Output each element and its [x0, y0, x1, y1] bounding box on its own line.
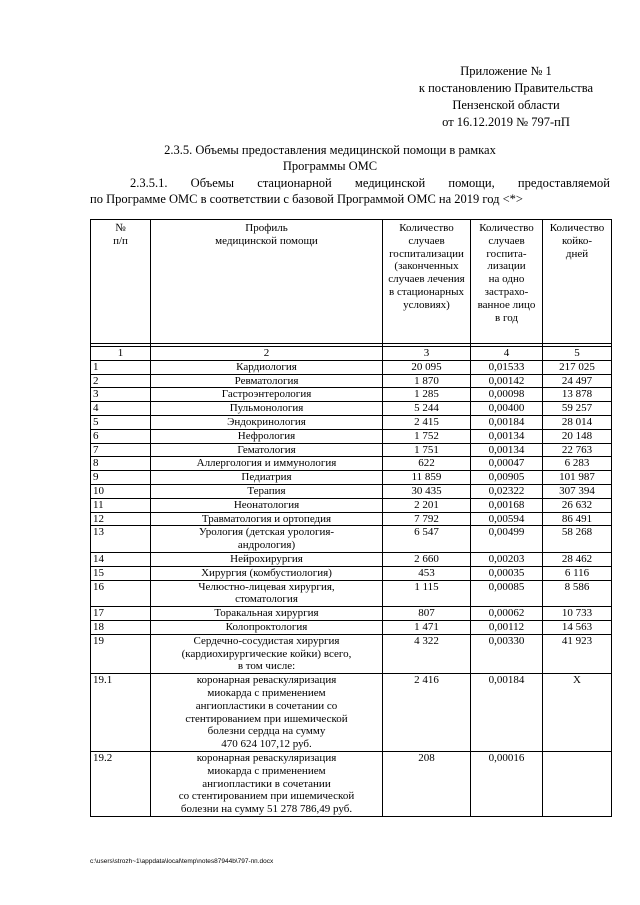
section-title-line1: 2.3.5. Объемы предоставления медицинской помощи в рамках: [164, 143, 496, 157]
row-bed-days: 28 014: [543, 415, 612, 429]
subsection-title-line2: по Программе ОМС в соответствии с базовой Программой ОМС на 2019 год <*>: [90, 192, 523, 206]
row-bed-days: Х: [543, 674, 612, 752]
row-cases: 1 752: [383, 429, 471, 443]
row-bed-days: 101 987: [543, 471, 612, 485]
appendix-header: [395, 63, 617, 131]
row-per-person: 0,00184: [471, 415, 543, 429]
row-number: 15: [91, 566, 151, 580]
row-cases: 30 435: [383, 484, 471, 498]
header-bed-days: Количество койко- дней: [543, 220, 612, 344]
row-per-person: 0,00400: [471, 402, 543, 416]
row-bed-days: 13 878: [543, 388, 612, 402]
row-bed-days: 59 257: [543, 402, 612, 416]
table-row: [91, 443, 612, 457]
row-cases: 1 471: [383, 620, 471, 634]
row-per-person: 0,00168: [471, 498, 543, 512]
row-per-person: 0,00098: [471, 388, 543, 402]
appendix-decree: к постановлению Правительства: [418, 81, 594, 95]
row-per-person: 0,00134: [471, 429, 543, 443]
row-bed-days: 86 491: [543, 512, 612, 526]
row-per-person: 0,00112: [471, 620, 543, 634]
row-cases: 807: [383, 607, 471, 621]
row-cases: 20 095: [383, 360, 471, 374]
row-bed-days: 28 462: [543, 552, 612, 566]
row-number: 13: [91, 526, 151, 553]
row-number: 8: [91, 457, 151, 471]
row-cases: 7 792: [383, 512, 471, 526]
row-profile: Нефрология: [151, 429, 383, 443]
row-bed-days: 24 497: [543, 374, 612, 388]
column-number: 2: [151, 347, 383, 361]
row-cases: 11 859: [383, 471, 471, 485]
appendix-date: от 16.12.2019 № 797-пП: [442, 115, 570, 129]
row-per-person: 0,00142: [471, 374, 543, 388]
section-title: [100, 142, 560, 174]
row-cases: 2 201: [383, 498, 471, 512]
row-bed-days: 41 923: [543, 634, 612, 673]
row-profile: Терапия: [151, 484, 383, 498]
row-profile: Травматология и ортопедия: [151, 512, 383, 526]
table-row: [91, 751, 612, 816]
row-per-person: 0,00184: [471, 674, 543, 752]
row-cases: 6 547: [383, 526, 471, 553]
row-bed-days: 307 394: [543, 484, 612, 498]
row-profile: Нейрохирургия: [151, 552, 383, 566]
row-cases: 5 244: [383, 402, 471, 416]
table-row: [91, 607, 612, 621]
table-row: [91, 498, 612, 512]
row-profile: Аллергология и иммунология: [151, 457, 383, 471]
row-profile: Гематология: [151, 443, 383, 457]
header-number: № п/п: [91, 220, 151, 344]
row-number: 5: [91, 415, 151, 429]
row-profile: Колопроктология: [151, 620, 383, 634]
table-row: [91, 526, 612, 553]
subsection-title: [90, 175, 610, 207]
row-number: 4: [91, 402, 151, 416]
table-row: [91, 512, 612, 526]
table-row: [91, 457, 612, 471]
row-profile: Торакальная хирургия: [151, 607, 383, 621]
row-profile: Неонатология: [151, 498, 383, 512]
row-per-person: 0,00330: [471, 634, 543, 673]
row-number: 16: [91, 580, 151, 607]
row-profile: Гастроэнтерология: [151, 388, 383, 402]
row-profile: Урология (детская урология- андрология): [151, 526, 383, 553]
row-bed-days: 217 025: [543, 360, 612, 374]
row-bed-days: 22 763: [543, 443, 612, 457]
row-per-person: 0,00499: [471, 526, 543, 553]
row-cases: 622: [383, 457, 471, 471]
row-profile: Хирургия (комбустиология): [151, 566, 383, 580]
row-number: 2: [91, 374, 151, 388]
table-row: [91, 484, 612, 498]
row-bed-days: 58 268: [543, 526, 612, 553]
row-cases: 1 115: [383, 580, 471, 607]
row-cases: 1 285: [383, 388, 471, 402]
column-number-row: [91, 347, 612, 361]
row-per-person: 0,01533: [471, 360, 543, 374]
inpatient-volume-table: [90, 219, 612, 817]
table-row: [91, 634, 612, 673]
row-per-person: 0,00047: [471, 457, 543, 471]
table-row: [91, 402, 612, 416]
table-row: [91, 415, 612, 429]
row-per-person: 0,00016: [471, 751, 543, 816]
table-row: [91, 374, 612, 388]
table-row: [91, 620, 612, 634]
table-row: [91, 674, 612, 752]
table-row: [91, 552, 612, 566]
row-bed-days: 8 586: [543, 580, 612, 607]
table-row: [91, 360, 612, 374]
row-per-person: 0,00035: [471, 566, 543, 580]
row-number: 3: [91, 388, 151, 402]
row-per-person: 0,00134: [471, 443, 543, 457]
row-number: 19.2: [91, 751, 151, 816]
row-number: 19.1: [91, 674, 151, 752]
row-number: 14: [91, 552, 151, 566]
row-number: 10: [91, 484, 151, 498]
row-per-person: 0,00062: [471, 607, 543, 621]
row-per-person: 0,00203: [471, 552, 543, 566]
column-number: 4: [471, 347, 543, 361]
row-profile: Кардиология: [151, 360, 383, 374]
row-number: 9: [91, 471, 151, 485]
row-bed-days: 14 563: [543, 620, 612, 634]
row-profile: коронарная реваскуляризация миокарда с применением ангиопластики в сочетании со стентированием при ишемической болезни сердца на сумму 470 624 107,12 руб.: [151, 674, 383, 752]
header-cases: Количество случаев госпитализации (законченных случаев лечения в стационарных условиях): [383, 220, 471, 344]
row-per-person: 0,00085: [471, 580, 543, 607]
row-profile: Ревматология: [151, 374, 383, 388]
header-profile: Профиль медицинской помощи: [151, 220, 383, 344]
appendix-title: Приложение № 1: [460, 64, 552, 78]
row-profile: Пульмонология: [151, 402, 383, 416]
row-number: 6: [91, 429, 151, 443]
row-cases: 2 660: [383, 552, 471, 566]
row-bed-days: 26 632: [543, 498, 612, 512]
appendix-region: Пензенской области: [452, 98, 560, 112]
row-number: 17: [91, 607, 151, 621]
column-number: 1: [91, 347, 151, 361]
row-number: 1: [91, 360, 151, 374]
row-profile: Челюстно-лицевая хирургия, стоматология: [151, 580, 383, 607]
row-profile: Педиатрия: [151, 471, 383, 485]
row-bed-days: 6 116: [543, 566, 612, 580]
section-title-line2: Программы ОМС: [282, 159, 378, 173]
row-profile: Эндокринология: [151, 415, 383, 429]
header-per-person: Количество случаев госпита- лизации на одно застрахо- ванное лицо в год: [471, 220, 543, 344]
table-row: [91, 388, 612, 402]
row-cases: 1 751: [383, 443, 471, 457]
row-bed-days: 10 733: [543, 607, 612, 621]
row-number: 11: [91, 498, 151, 512]
row-profile: Сердечно-сосудистая хирургия (кардиохирургические койки) всего, в том числе:: [151, 634, 383, 673]
row-cases: 208: [383, 751, 471, 816]
row-number: 7: [91, 443, 151, 457]
row-bed-days: 20 148: [543, 429, 612, 443]
table-header-row: [91, 220, 612, 344]
table-row: [91, 580, 612, 607]
row-per-person: 0,02322: [471, 484, 543, 498]
table-row: [91, 471, 612, 485]
row-cases: 2 416: [383, 674, 471, 752]
subsection-title-line1: 2.3.5.1. Объемы стационарной медицинской помощи, предоставляемой: [130, 176, 610, 190]
row-profile: коронарная реваскуляризация миокарда с применением ангиопластики в сочетании со стентированием при ишемической болезни на сумму 51 278 786,49 руб.: [151, 751, 383, 816]
row-bed-days: 6 283: [543, 457, 612, 471]
row-cases: 453: [383, 566, 471, 580]
table-row: [91, 429, 612, 443]
row-number: 18: [91, 620, 151, 634]
row-cases: 1 870: [383, 374, 471, 388]
row-bed-days: [543, 751, 612, 816]
row-number: 12: [91, 512, 151, 526]
table-body: [91, 220, 612, 817]
row-per-person: 0,00594: [471, 512, 543, 526]
table-row: [91, 566, 612, 580]
row-per-person: 0,00905: [471, 471, 543, 485]
file-path-footer: c:\users\strozh~1\appdata\local\temp\notes87944b\797-пп.docx: [90, 858, 274, 865]
row-cases: 4 322: [383, 634, 471, 673]
column-number: 3: [383, 347, 471, 361]
row-number: 19: [91, 634, 151, 673]
column-number: 5: [543, 347, 612, 361]
row-cases: 2 415: [383, 415, 471, 429]
